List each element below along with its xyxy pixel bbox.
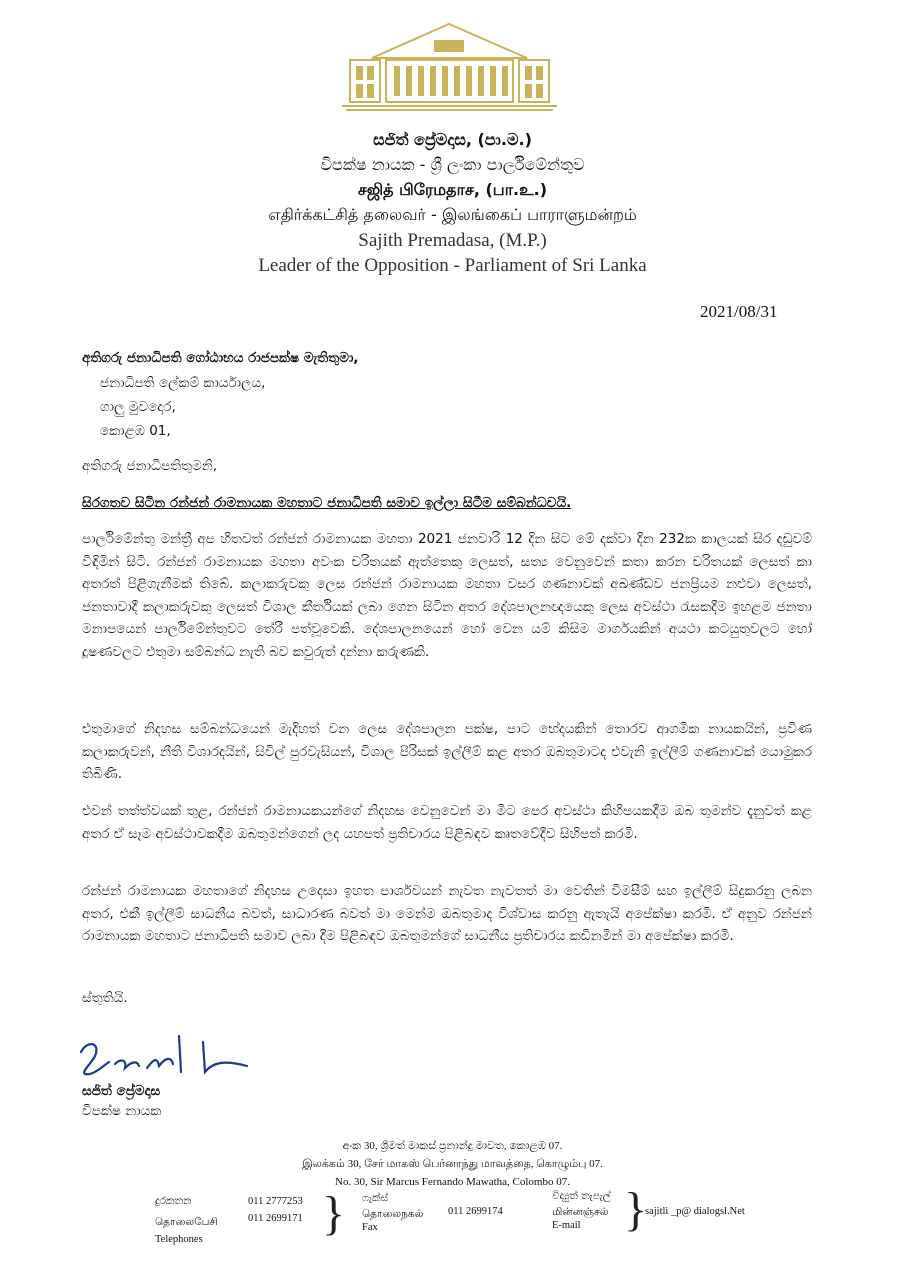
phone-number-2: 011 2699171 — [248, 1213, 303, 1224]
phone-label-sinhala: දුරකතන — [155, 1195, 192, 1207]
signatory-title: විපක්ෂ නායක — [82, 1103, 162, 1119]
recipient-line-3: ගාලු මුවදොර, — [100, 399, 176, 415]
body-paragraph: පාර්ලිමේන්තු මන්ත්‍රී අප හිතවත් රන්ජන් රාමනායක මහතා 2021 ජනවාරි 12 දින සිට මේ දක්වා දින 232ක කාලයක් සිර දඩුවම් විඳිමින් සිටී. රන්ජන් රාමනායක මහතා අවංක චරිතයක් ඇත්තෙකු ලෙසත්, සත්‍ය වෙනුවෙන් කතා කරන චරිතයක් ලෙසත් කා අතරත් පිළිගැනීමක් තිබේ. කලාකරුවකු ලෙස රන්ජන් රාමනායක මහතා වසර ගණනාවක් අඛණ්ඩව ජනප්‍රියම නළුවා ලෙසත්, ජනතාවාදී කලාකරුවකු ලෙසත් විශාල කීර්තියක් ලබා ගෙන සිටින අතර දේශපාලනඥයෙකු ලෙස අවස්ථා රැසකදීම ඉහළම ජනතා මනාපයෙන් පාර්ලිමේන්තුවට තේරී පත්වූවෙකි. දේශපාලනයෙන් හෝ වෙන යම් කිසිම මාර්ගයකින් අයථා කටයුතුවලට හෝ දූෂණවලට එතුමා සම්බන්ධ නැති බව කවුරුත් දන්නා කරුණකි. — [82, 531, 812, 660]
handwritten-signature — [75, 1032, 255, 1082]
phone-number-1: 011 2777253 — [248, 1196, 303, 1207]
fax-label-tamil: தொலைநகல் — [362, 1208, 424, 1220]
phone-label-english: Telephones — [155, 1234, 203, 1245]
letterhead-title-english: Leader of the Opposition - Parliament of Sri Lanka — [258, 255, 647, 276]
phone-label-tamil: தொலைபேசி — [155, 1216, 218, 1228]
fax-label-english: Fax — [362, 1222, 378, 1233]
body-paragraph: රන්ජන් රාමනායක මහතාගේ නිදහස උදෙසා ඉහත පාර්ශවයන් නැවත නැවතත් මා වෙතින් විමසීම් සහ ඉල්ලීම් සිදුකරනු ලබන අතර, එකී ඉල්ලීම් සාධනීය බවත්, සාධාරණ බවත් මා මෙන්ම ඔබතුමාද විශ්වාස කරනු ඇතැයි අපේක්ෂා කරමි. ඒ අනුව රන්ජන් රාමනායක මහතාට ජනාධිපති සමාව ලබා දීම පිළිබඳව ඔබතුමන්ගේ සාධනීය ප්‍රතිචාරය කඩිනමින් මා අපේක්ෂා කරමි. — [82, 883, 812, 944]
fax-label-sinhala: ෆැක්ස් — [362, 1192, 389, 1204]
body-paragraph: එතුමාගේ නිදහස සම්බන්ධයෙන් මැදිහත් වන ලෙස දේශපාලන පක්ෂ, පාට භේදයකින් තොරව ආගමික නායකයින්, ප්‍රවීණ කලාකරුවන්, නීති විශාරදයින්, සිවිල් පුරවැසියන්, විශාල පිරිසක් ඉල්ලීම් කළ අතර ඔබතුමාටද එවැනි ඉල්ලීම් ගණනාවක් යොමුකර තිබිණි. — [82, 721, 812, 782]
parliament-logo — [342, 18, 557, 113]
recipient-line-4: කොළඹ 01, — [100, 423, 171, 439]
letter-subject: සිරගතව සිටින රන්ජන් රාමනායක මහතාට ජනාධිපති සමාව ඉල්ලා සිටීම සම්බන්ධවයි. — [82, 495, 572, 511]
footer-address-english: No. 30, Sir Marcus Fernando Mawatha, Colombo 07. — [335, 1176, 570, 1188]
email-label-english: E-mail — [552, 1220, 581, 1231]
closing-thanks: ස්තුතියි. — [82, 990, 128, 1006]
fax-number: 011 2699174 — [448, 1206, 503, 1217]
recipient-line-2: ජනාධිපති ලේකම් කාර්යාලය, — [100, 375, 266, 391]
letterhead-title-tamil: எதிர்க்கட்சித் தலைவர் - இலங்கைப் பாராளுமன்றம் — [268, 205, 637, 224]
footer-address-tamil: இலக்கம் 30, சேர் மாகஸ் பெர்னாந்து மாவத்தை, கொழும்பு 07. — [302, 1158, 603, 1170]
letterhead-title-sinhala: විපක්ෂ නායක - ශ්‍රී ලංකා පාර්ලිමේන්තුව — [320, 155, 585, 174]
email-label-sinhala: විද්‍යුත් තැපැල් — [552, 1190, 611, 1202]
body-paragraph: එවන් තත්ත්වයක් තුළ, රන්ජන් රාමනායකයන්ගේ නිදහස වෙනුවෙන් මා මීට පෙර අවස්ථා කිහිපයකදීම ඔබ තුමන්ව දැනුවත් කළ අතර ඒ සෑම අවස්ථාවකදීම ඔබතුමන්ගෙන් ලද යහපත් ප්‍රතිචාරය පිළිබඳව කෘතවේදීව සිහිපත් කරමි. — [82, 803, 812, 842]
brace-icon: } — [624, 1183, 648, 1236]
salutation: අතිගරු ජනාධිපතිතුමනි, — [82, 458, 218, 474]
letterhead-name-tamil: சஜித் பிரேமதாச, (பா.உ.) — [357, 180, 548, 199]
email-label-tamil: மின்னஞ்சல் — [552, 1206, 609, 1218]
letter-date: 2021/08/31 — [700, 302, 778, 321]
recipient-line-1: අතිගරු ජනාධිපති ගෝඨාභය රාජපක්ෂ මැතිතුමා, — [82, 350, 359, 366]
letterhead-name-sinhala: සජිත් ප්‍රේමදාස, (පා.ම.) — [373, 130, 532, 149]
letterhead-name-english: Sajith Premadasa, (M.P.) — [358, 230, 547, 251]
footer-address-sinhala: අංක 30, ශ්‍රීමත් මාකස් ප්‍රනාන්දු මාවත, කොළඹ 07. — [342, 1140, 563, 1152]
email-address: sajitli _p@ dialogsl.Net — [645, 1206, 745, 1217]
brace-icon: } — [322, 1187, 346, 1240]
signatory-name: සජිත් ප්‍රේමදාස — [82, 1083, 161, 1099]
